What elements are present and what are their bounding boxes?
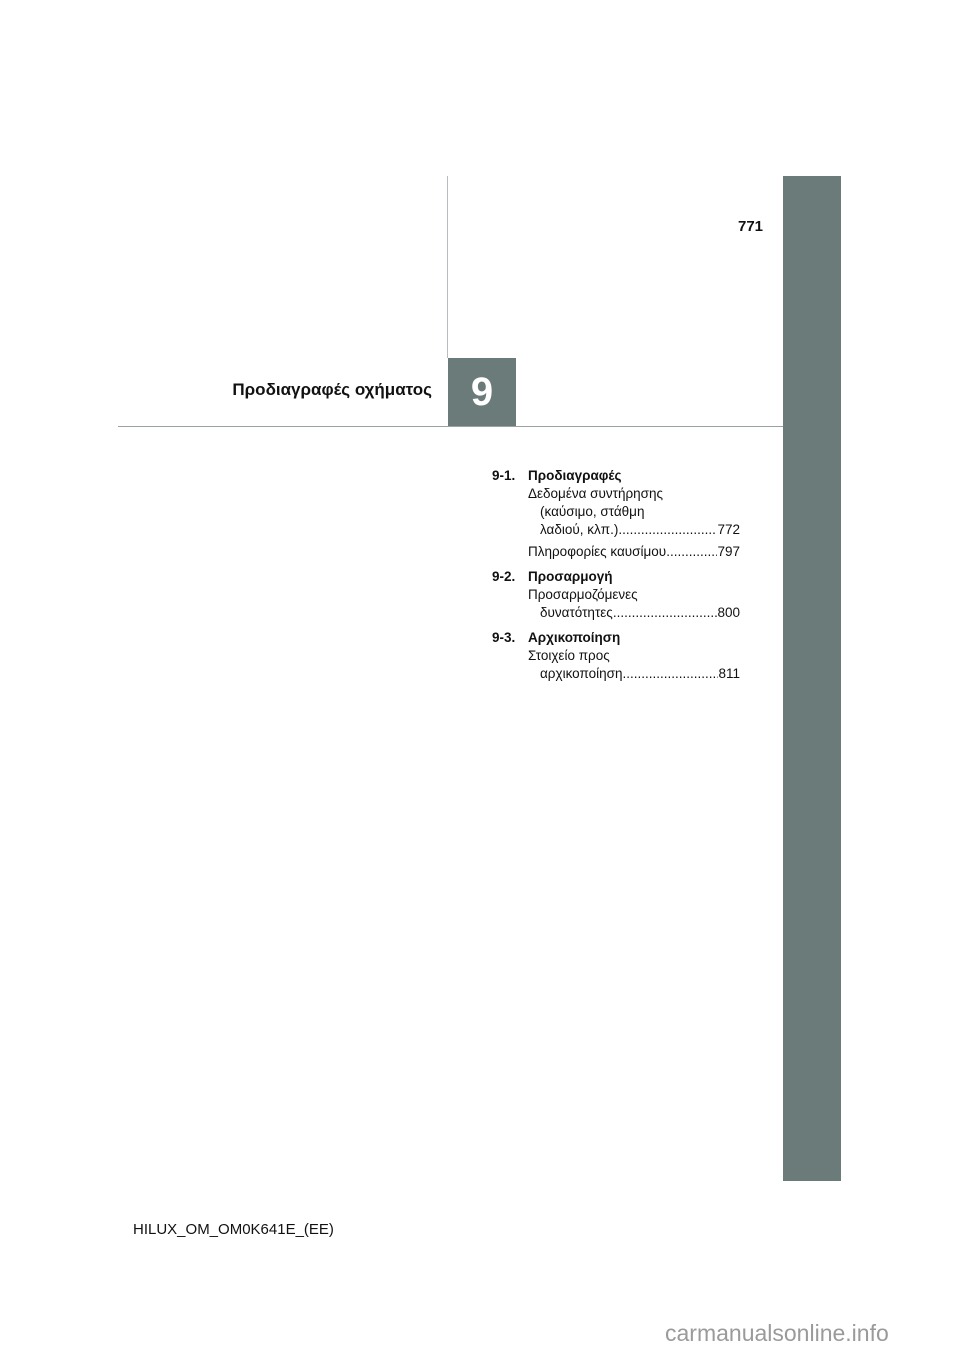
toc-section[interactable] <box>492 566 740 586</box>
entry-line: (καύσιμο, στάθμη <box>540 504 645 519</box>
toc-section[interactable] <box>492 627 740 647</box>
section-title: Προδιαγραφές <box>528 467 622 483</box>
entry-line: Πληροφορίες καυσίμου <box>528 544 667 559</box>
table-of-contents <box>492 460 740 683</box>
document-code: HILUX_OM_OM0K641E_(EE) <box>133 1221 334 1238</box>
toc-entry[interactable] <box>528 485 740 539</box>
section-title: Αρχικοποίηση <box>528 629 621 645</box>
vertical-divider <box>447 176 448 358</box>
entry-page: 772 <box>717 522 740 537</box>
entry-page: 811 <box>718 666 740 681</box>
section-number: 9-2. <box>492 568 516 584</box>
page-number: 771 <box>738 218 764 235</box>
watermark: carmanualsonline.info <box>665 1320 889 1346</box>
section-number: 9-3. <box>492 629 516 645</box>
horizontal-divider <box>118 426 783 427</box>
entry-line: λαδιού, κλπ.) <box>540 522 619 537</box>
toc-section[interactable] <box>492 465 740 485</box>
entry-line: αρχικοποίηση <box>540 666 623 681</box>
chapter-title: Προδιαγραφές οχήματος <box>232 380 432 399</box>
section-title: Προσαρμογή <box>528 568 613 584</box>
entry-page: 800 <box>717 605 740 620</box>
entry-page: 797 <box>717 544 740 559</box>
toc-entry[interactable] <box>528 543 740 561</box>
section-number: 9-1. <box>492 467 516 483</box>
entry-line: Προσαρμοζόμενες <box>528 587 638 602</box>
toc-entry[interactable] <box>528 647 740 683</box>
toc-entry[interactable] <box>528 586 740 622</box>
entry-line: Στοιχείο προς <box>528 648 610 663</box>
chapter-number-box: 9 <box>448 358 516 426</box>
entry-line: Δεδομένα συντήρησης <box>528 486 663 501</box>
chapter-side-tab <box>783 176 841 1181</box>
entry-line: δυνατότητες <box>540 605 613 620</box>
